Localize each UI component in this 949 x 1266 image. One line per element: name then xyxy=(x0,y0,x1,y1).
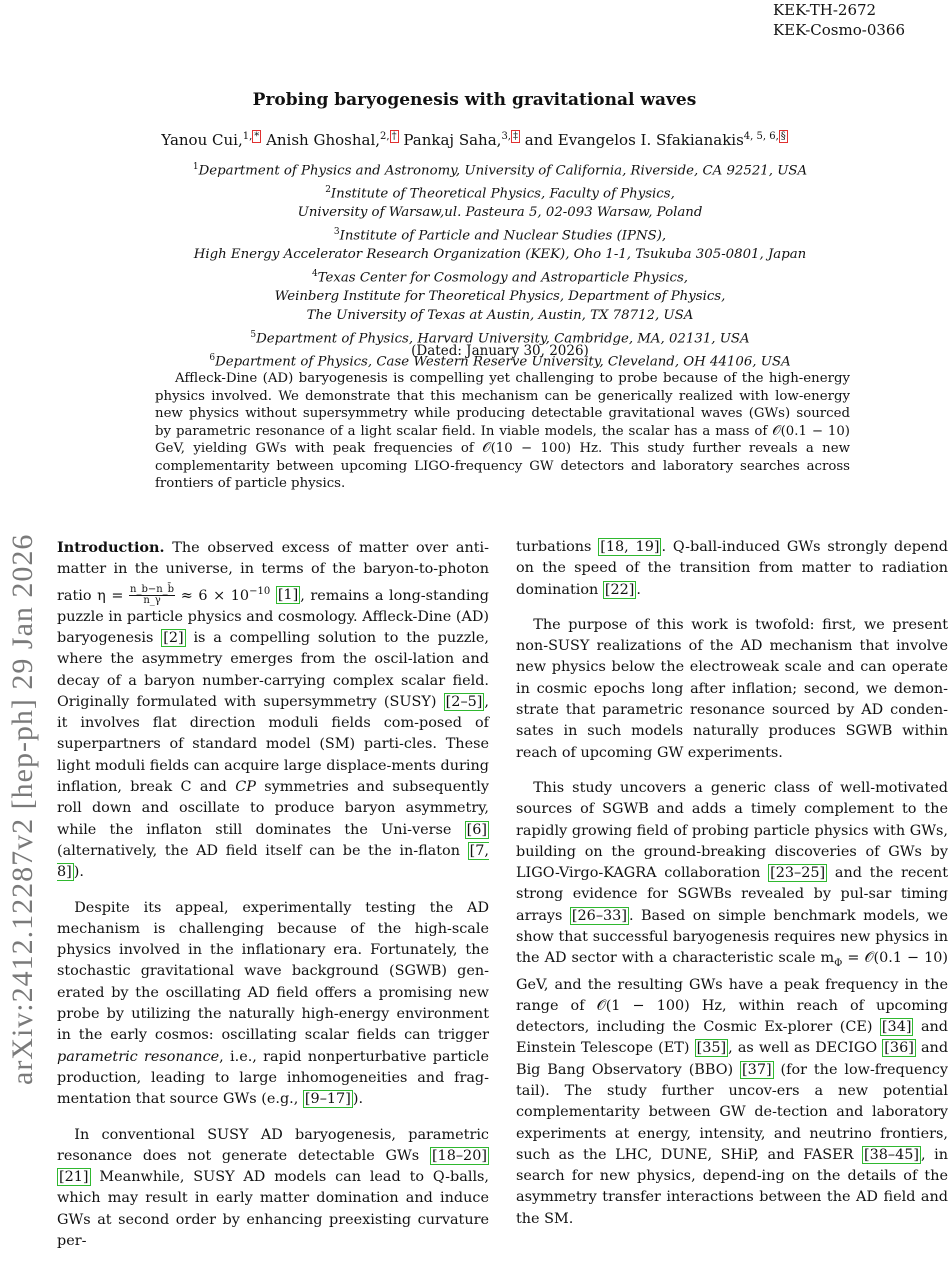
intro-paragraph: Despite its appeal, experimentally testing the AD mechanism is challenging because of the high-scale physics involved in the inflationary era. Fortunately, the stochastic gravitational wave background (SGWB) gen-erated by the oscillating AD field offers a promising new probe by utilizing the naturally high-energy environment in the early cosmos: oscillating scalar fields can trigger parametric resonance, i.e., rapid nonperturbative particle production, leading to large inhomogeneities and frag-mentation that source GWs (e.g., [9–17] ). xyxy=(57,899,490,1108)
affiliation-line: $^2$Institute of Theoretical Physics, Faculty of Physics, xyxy=(325,185,675,202)
report-numbers xyxy=(773,0,905,40)
author-name: and Evangelos I. Sfakianakis xyxy=(524,131,744,149)
footnote-link[interactable]: ‡ xyxy=(512,131,518,142)
citation-link[interactable]: [2] xyxy=(163,629,184,646)
citation-link[interactable]: [6] xyxy=(466,821,487,838)
citation-link[interactable]: [9–17] xyxy=(304,1091,351,1108)
affiliation-line: Weinberg Institute for Theoretical Physics, Department of Physics, xyxy=(274,289,726,305)
abstract: Affleck-Dine (AD) baryogenesis is compelling yet challenging to probe because of the high-energy physics involved. We demonstrate that this mechanism can be generically realized with low-energy new physics without supersymmetry while producing detectable gravitational waves (GWs) sourced by parametric resonance of a light scalar field. In viable models, the scalar has a mass of 𝒪(0.1 − 10) GeV, yielding GWs with peak frequencies of 𝒪(10 − 100) Hz. This study further reveals a new complementarity between upcoming LIGO-frequency GW detectors and laboratory searches across frontiers of particle physics. xyxy=(155,371,850,491)
citation-link[interactable]: [21] xyxy=(59,1169,89,1186)
section-heading: Introduction. xyxy=(57,539,165,556)
report-number: KEK-Cosmo-0366 xyxy=(772,21,905,39)
citation-link[interactable]: [26–33] xyxy=(571,907,627,924)
author-affiliation-ref: 3, xyxy=(501,131,511,142)
author-name: Yanou Cui, xyxy=(161,131,243,149)
citation-link[interactable]: [36] xyxy=(884,1040,914,1057)
citation-link[interactable]: [7, 8] xyxy=(57,842,489,881)
affiliation-line: $^3$Institute of Particle and Nuclear Studies (IPNS), xyxy=(333,227,667,244)
intro-paragraph: Introduction. The observed excess of matter over anti-matter in the universe, in terms of the baryon-to-photon ratio η = $\frac{n\_b-n\_b̄}{n\_\gamma} \approx 6 \times 10^{-10}$ [1] , remains a long-standing puzzle in particle physics and cosmology. Affleck-Dine (AD) baryogenesis [2] is a compelling solution to the puzzle, where the asymmetry emerges from the oscil-lation and decay of a baryon number-carrying complex scalar field. Originally formulated with supersymmetry (SUSY) [2–5] , it involves flat direction moduli fields com-posed of superpartners of standard model (SM) parti-cles. These light moduli fields can acquire large displace-ments during inflation, break C and CP symmetries and subsequently roll down and oscillate to produce baryon asymmetry, while the inflaton still dominates the Uni-verse [6] (alternatively, the AD field itself can be the in-flaton [7, 8] ). xyxy=(57,539,489,881)
author-name: Anish Ghoshal, xyxy=(266,131,381,149)
citation-link[interactable]: [23–25] xyxy=(770,865,826,882)
citation-link[interactable]: [37] xyxy=(742,1061,772,1078)
affiliations xyxy=(0,158,949,373)
body-paragraph: turbations [18, 19] . Q-ball-induced GWs strongly depend on the speed of the transition from matter to radiation domination [22] . xyxy=(516,539,948,598)
citation-link[interactable]: [35] xyxy=(696,1040,727,1057)
affiliation-line: High Energy Accelerator Research Organization (KEK), Oho 1-1, Tsukuba 305-0801, Japan xyxy=(193,247,807,263)
citation-link[interactable]: [22] xyxy=(604,581,635,598)
affiliation-line: $^4$Texas Center for Cosmology and Astroparticle Physics, xyxy=(311,269,689,286)
citation-link[interactable]: [34] xyxy=(881,1019,912,1036)
right-column xyxy=(516,537,948,1244)
citation-link[interactable]: [38–45] xyxy=(863,1146,920,1163)
left-column xyxy=(57,537,489,1266)
citation-link[interactable]: [18–20] xyxy=(431,1147,487,1164)
footnote-link[interactable]: § xyxy=(780,131,786,142)
author-affiliation-ref: 4, 5, 6, xyxy=(743,131,779,142)
footnote-link[interactable]: * xyxy=(254,131,260,142)
citation-link[interactable]: [2–5] xyxy=(445,693,483,710)
author-affiliation-ref: 2, xyxy=(380,131,390,142)
affiliation-line: $^5$Department of Physics, Harvard University, Cambridge, MA, 02131, USA xyxy=(250,330,750,347)
paper-title: Probing baryogenesis with gravitational waves xyxy=(252,90,697,110)
citation-link[interactable]: [18, 19] xyxy=(600,539,660,555)
author-list xyxy=(0,130,949,149)
body-paragraph: The purpose of this work is twofold: first, we present non-SUSY realizations of the AD mechanism that involve new physics below the electroweak scale and can operate in cosmic epochs long after inflation; second, we demon-strate that parametric resonance sourced by AD conden-sates in such models naturally produces SGWB within reach of upcoming GW experiments. xyxy=(516,616,948,761)
author-affiliation-ref: 1, xyxy=(242,131,253,142)
body-paragraph: This study uncovers a generic class of well-motivated sources of SGWB and adds a timely complement to the rapidly growing field of probing particle physics with GWs, building on the ground-breaking discoveries of GWs by LIGO-Virgo-KAGRA collaboration [23–25] and the recent strong evidence for SGWBs revealed by pul-sar timing arrays [26–33] . Based on simple benchmark models, we show that successful baryogenesis requires new physics in the AD sector with a characteristic scale $m_\Phi$ = 𝒪(0.1 − 10) GeV, and the resulting GWs have a peak frequency in the range of 𝒪(1 − 100) Hz, within reach of upcoming detectors, including the Cosmic Ex-plorer (CE) [34] and Einstein Telescope (ET) [35] , as well as DECIGO [36] and Big Bang Observatory (BBO) [37] (for the low-frequency tail). The study further uncov-ers a new potential complementarity between GW de-tection and laboratory experiments at energy, intensity, and neutrino frontiers, such as the LHC, DUNE, SHiP, and FASER [38–45] , in search for new physics, depend-ing on the details of the asymmetry transfer interactions between the AD field and the SM. xyxy=(516,779,949,1227)
author-name: Pankaj Saha, xyxy=(403,131,502,149)
eta-fraction: $\frac{n\_b-n\_b̄}{n\_\gamma}$ xyxy=(130,583,175,606)
citation-link[interactable]: [1] xyxy=(277,587,299,604)
dated-line: (Dated: January 30, 2026) xyxy=(411,343,589,359)
affiliation-line: The University of Texas at Austin, Austin, TX 78712, USA xyxy=(306,308,694,324)
affiliation-line: $^6$Department of Physics, Case Western Reserve University, Cleveland, OH 44106, USA xyxy=(209,353,791,370)
arxiv-identifier[interactable]: arXiv:2412.12287v2 [hep-ph] 29 Jan 2026 xyxy=(6,533,39,1085)
affiliation-line: $^1$Department of Physics and Astronomy, University of California, Riverside, CA 92521, USA xyxy=(192,162,808,179)
report-number: KEK-TH-2672 xyxy=(772,1,877,19)
footnote-link[interactable]: † xyxy=(391,131,397,142)
intro-paragraph: In conventional SUSY AD baryogenesis, parametric resonance does not generate detectable GWs [18–20] [21] Meanwhile, SUSY AD models can lead to Q-balls, which may result in early matter domination and induce GWs at second order by enhancing preexisting curvature per- xyxy=(57,1126,490,1249)
affiliation-line: University of Warsaw,ul. Pasteura 5, 02-093 Warsaw, Poland xyxy=(297,205,703,221)
